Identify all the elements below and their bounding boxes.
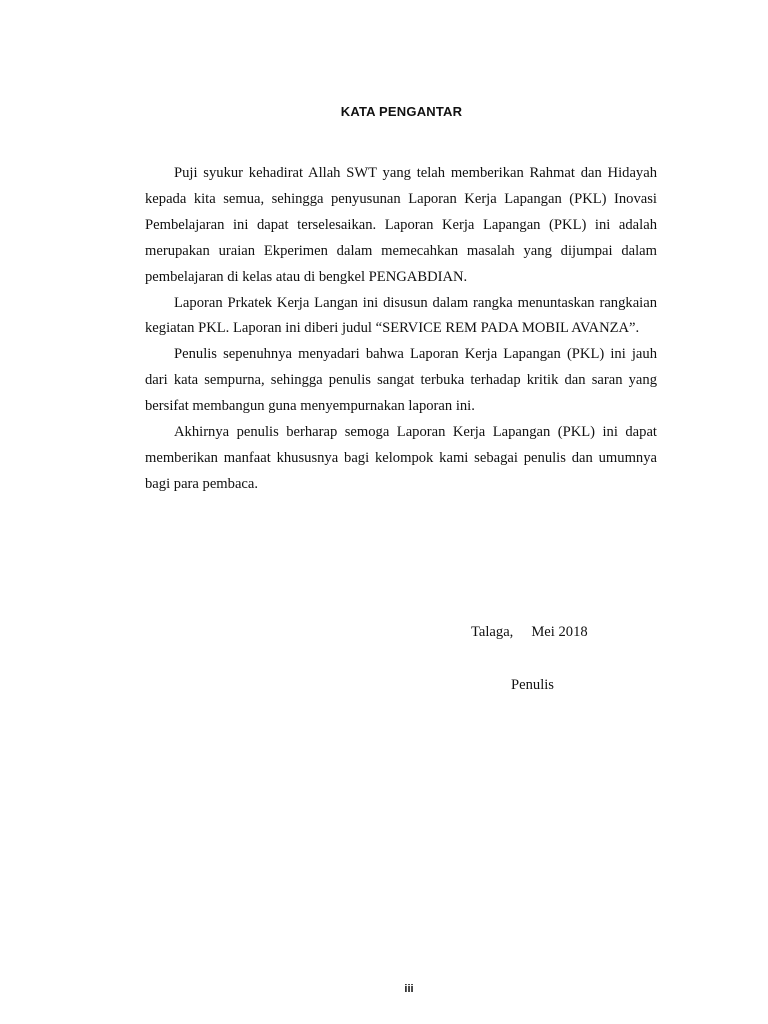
- body-text: [145, 161, 657, 498]
- closing-date: Mei 2018: [531, 624, 588, 640]
- closing-place: Talaga,: [471, 624, 514, 640]
- paragraph-3: Penulis sepenuhnya menyadari bahwa Laporan Kerja Lapangan (PKL) ini jauh dari kata sempurna, sehingga penulis sangat terbuka terhadap kritik dan saran yang bersifat membangun guna menyempurnakan laporan ini.: [145, 346, 657, 415]
- closing-author: Penulis: [511, 677, 554, 693]
- paragraph-4: Akhirnya penulis berharap semoga Laporan Kerja Lapangan (PKL) ini dapat memberikan manfaat khususnya bagi kelompok kami sebagai penulis dan umumnya bagi para pembaca.: [145, 424, 657, 492]
- page-number: iii: [404, 983, 414, 995]
- paragraph-2: Laporan Prkatek Kerja Langan ini disusun dalam rangka menuntaskan rangkaian kegiatan PKL. Laporan ini diberi judul “SERVICE REM PADA MOBIL AVANZA”.: [145, 294, 657, 337]
- paragraph-1: Puji syukur kehadirat Allah SWT yang telah memberikan Rahmat dan Hidayah kepada kita semua, sehingga penyusunan Laporan Kerja Lapangan (PKL) Inovasi Pembelajaran ini dapat terselesaikan. Laporan Kerja Lapangan (PKL) ini adalah merupakan uraian Ekperimen dalam memecahkan masalah yang dijumpai dalam pembelajaran di kelas atau di bengkel PENGABDIAN.: [145, 165, 657, 285]
- page-title: KATA PENGANTAR: [340, 104, 463, 119]
- place-date-line: [471, 624, 588, 641]
